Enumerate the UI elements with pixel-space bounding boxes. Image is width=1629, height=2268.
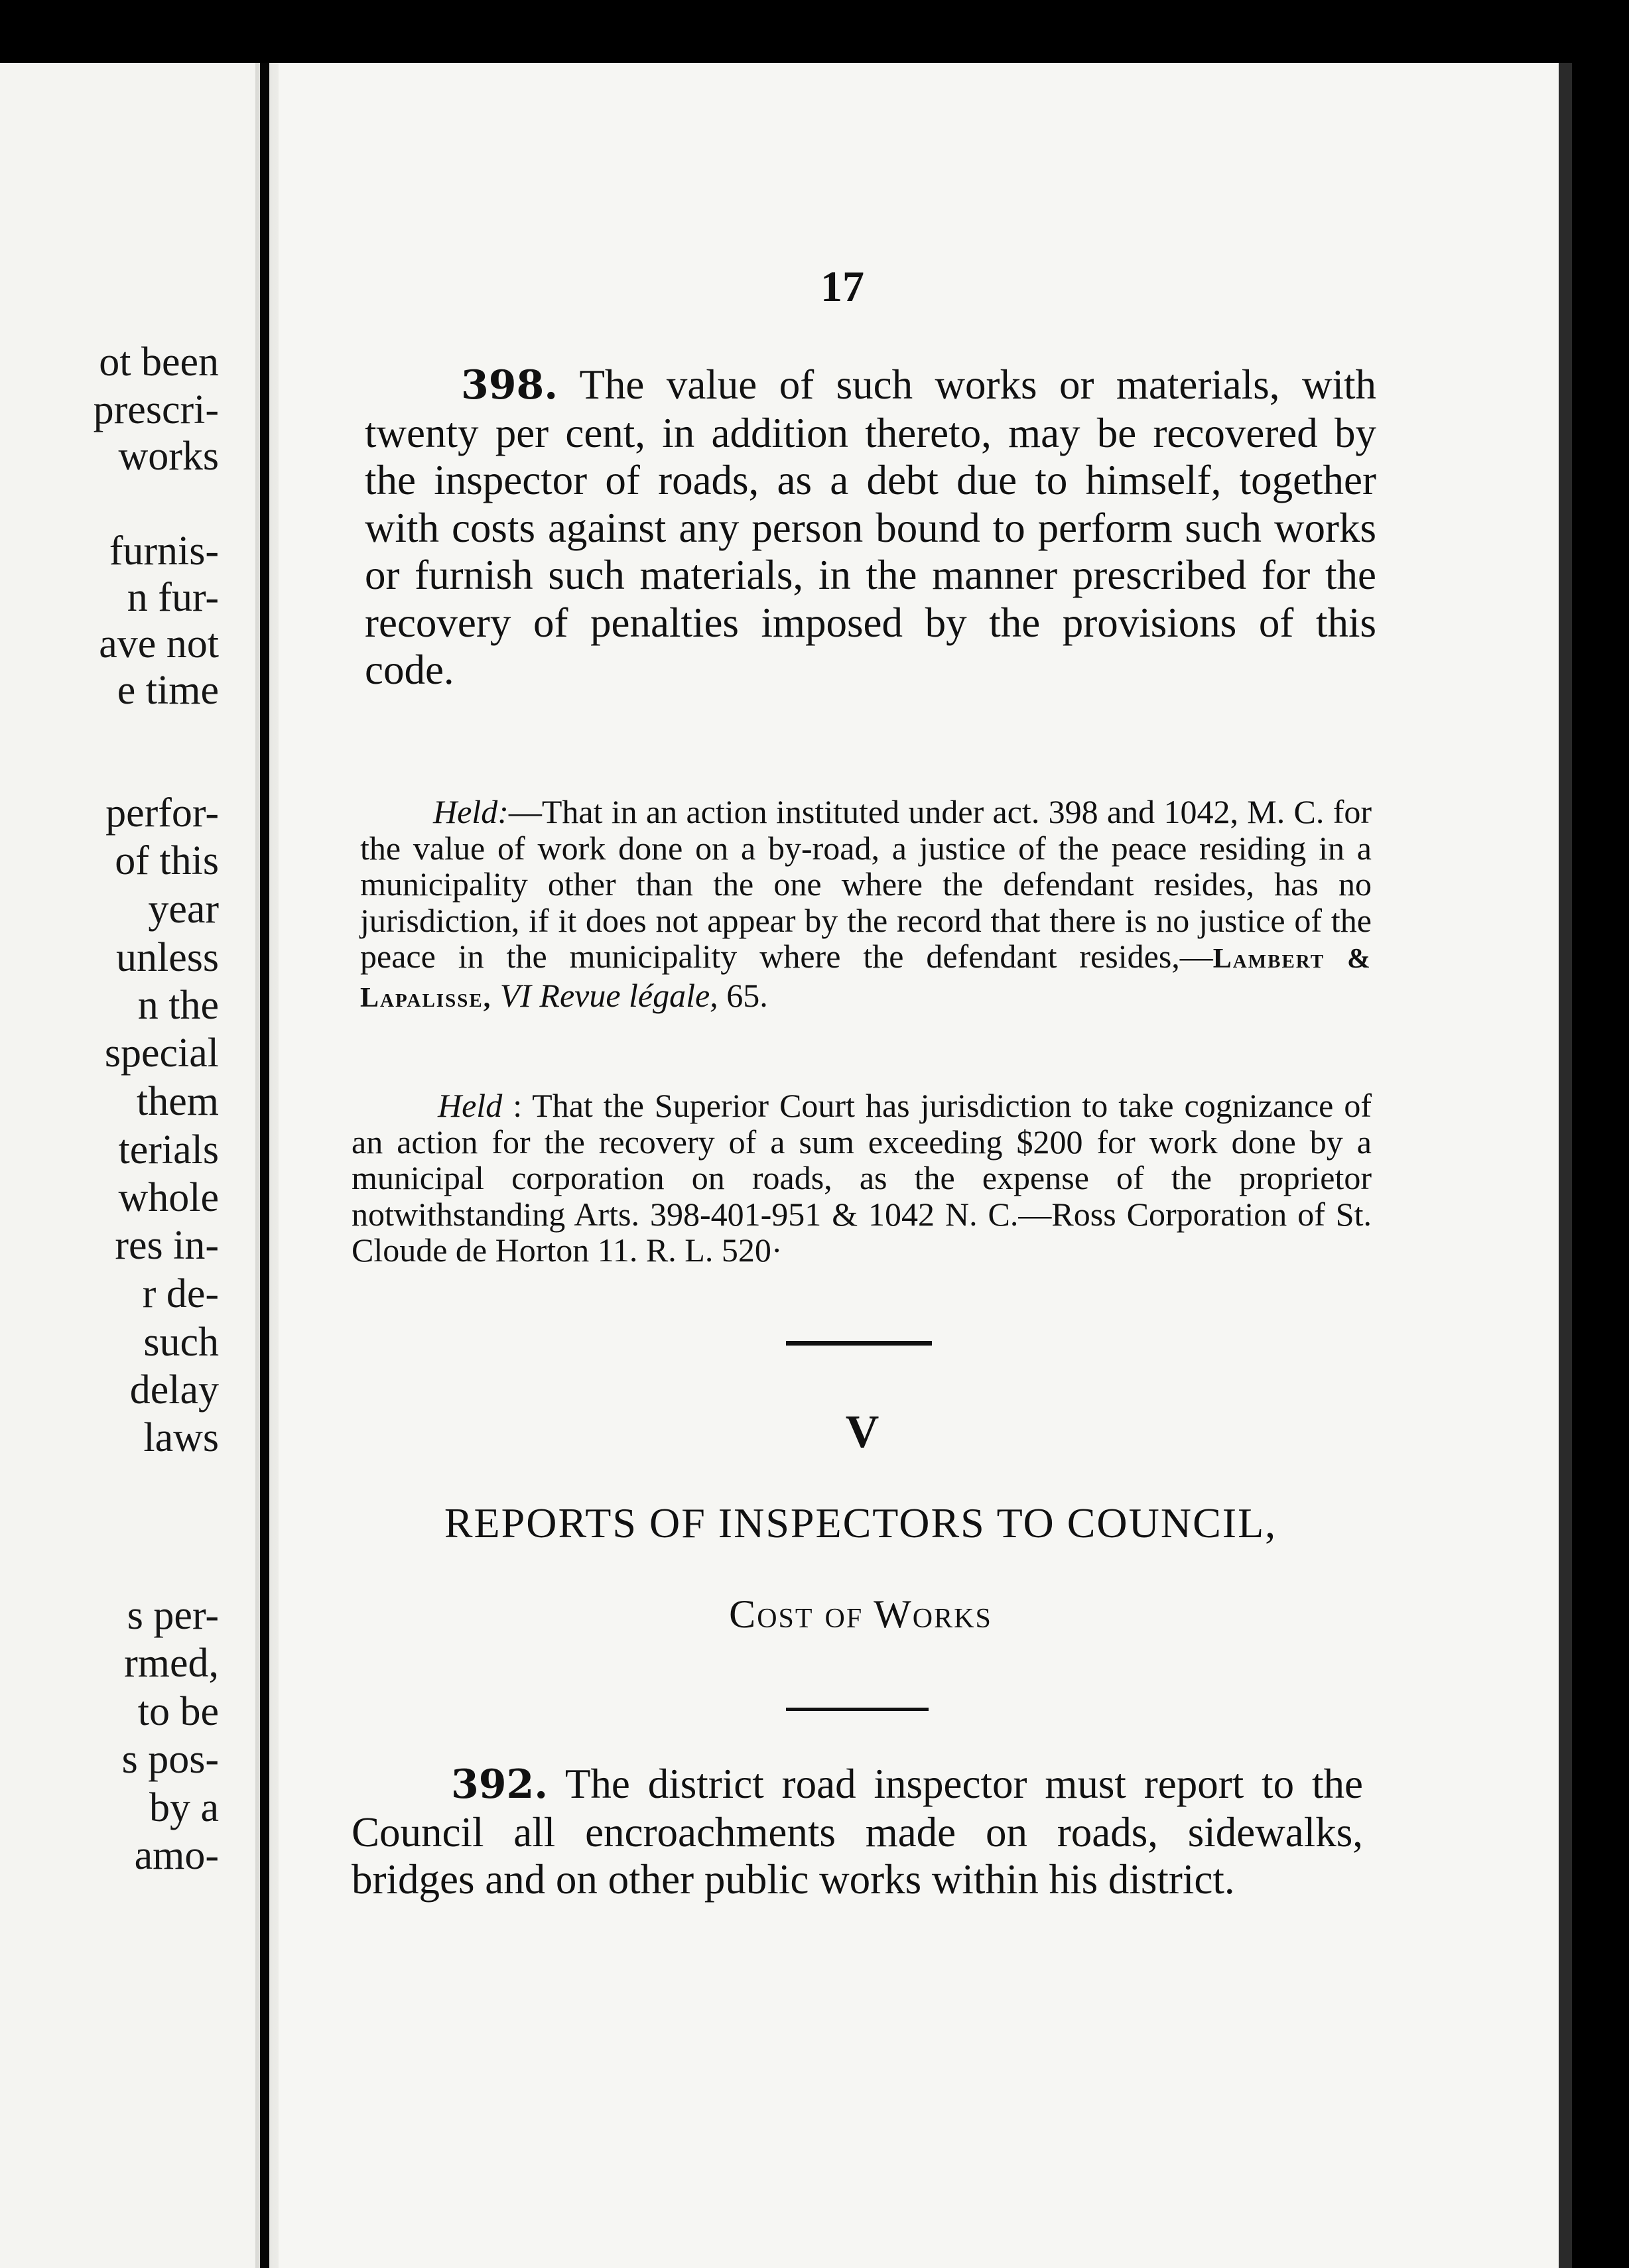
note-text: —That in an action instituted under act. 398 and 1042, M. C. for the value of work done on a by-road, a justice of the peace residing in a municipality other than the one where the defendant resides, has no jurisdiction, if it does not appear by the record that there is no justice of the peace in the municipality where the defendant resides,— xyxy=(360,793,1372,975)
section-number: V xyxy=(845,1407,880,1458)
left-text-line: by a xyxy=(149,1785,219,1830)
left-text-line: s per- xyxy=(127,1593,219,1638)
paragraph-398 xyxy=(365,361,1376,694)
section-subtitle: Cost of Works xyxy=(729,1592,992,1636)
page-edge xyxy=(1559,63,1572,2268)
left-text-line: prescri- xyxy=(93,387,219,432)
page-number: 17 xyxy=(820,263,864,311)
scan-top-margin xyxy=(0,0,1629,63)
left-text-line: n fur- xyxy=(127,575,219,620)
left-text-line: rmed, xyxy=(124,1641,219,1686)
section-title: REPORTS OF INSPECTORS TO COUNCIL, xyxy=(444,1499,1277,1546)
left-text-line: year xyxy=(148,887,219,932)
paragraph-text: The district road inspector must report to the Council all encroachments made on roads, sidewalks, bridges and on other public works within his district. xyxy=(352,1761,1363,1903)
left-text-line: furnis- xyxy=(109,529,219,574)
left-text-line: whole xyxy=(118,1175,219,1220)
gutter-shadow xyxy=(260,63,269,2268)
left-text-line: special xyxy=(104,1031,219,1076)
case-name: Lambert & Lapalisse, xyxy=(360,944,1372,1013)
note-text: : That the Superior Court has jurisdiction to take cognizance of an action for the recovery of a sum exceeding $200 for work done by a municipal corporation on roads, as the expense of the proprietor notwithstanding Arts. 398-401-951 & 1042 N. C.—Ross Corporation of St. Cloude de Horton 11. R. L. 520· xyxy=(352,1087,1372,1269)
left-text-line: n the xyxy=(137,983,219,1028)
divider-rule xyxy=(786,1341,932,1346)
divider-rule xyxy=(786,1708,929,1711)
left-text-line: laws xyxy=(143,1415,219,1460)
previous-page-fragment xyxy=(0,63,255,2268)
left-text-line: such xyxy=(143,1320,219,1365)
case-note-2 xyxy=(352,1088,1372,1269)
article-number: 392. xyxy=(451,1761,549,1808)
scan-right-margin xyxy=(1572,0,1629,2265)
left-text-line: them xyxy=(137,1079,219,1124)
case-note-1 xyxy=(360,794,1372,1016)
left-text-line: res in- xyxy=(115,1223,219,1268)
left-text-line: works xyxy=(118,434,219,479)
left-text-line: perfor- xyxy=(105,790,219,836)
left-text-line: r de- xyxy=(142,1271,219,1316)
citation-source: VI Revue légale, xyxy=(499,976,718,1014)
left-text-line: s pos- xyxy=(121,1737,219,1782)
paragraph-392 xyxy=(352,1761,1363,1904)
held-label: Held: xyxy=(433,793,509,830)
left-text-line: ot been xyxy=(99,340,219,385)
left-text-line: amo- xyxy=(134,1833,219,1878)
left-text-line: ave not xyxy=(99,621,219,666)
article-number: 398. xyxy=(461,362,558,409)
left-text-line: unless xyxy=(116,935,219,980)
held-label: Held xyxy=(438,1087,503,1124)
left-text-line: e time xyxy=(117,668,219,713)
left-text-line: to be xyxy=(137,1689,219,1734)
left-text-line: of this xyxy=(115,838,219,883)
left-text-line: delay xyxy=(129,1367,219,1413)
paragraph-text: The value of such works or materials, with twenty per cent, in addition thereto, may be recovered by the inspector of roads, as a debt due to himself, together with costs against any person bound to perform such works or furnish such materials, in the manner prescribed for the recovery of penalties imposed by the provisions of this code. xyxy=(365,361,1376,693)
citation-page: 65. xyxy=(726,976,768,1014)
left-text-line: terials xyxy=(118,1127,219,1172)
